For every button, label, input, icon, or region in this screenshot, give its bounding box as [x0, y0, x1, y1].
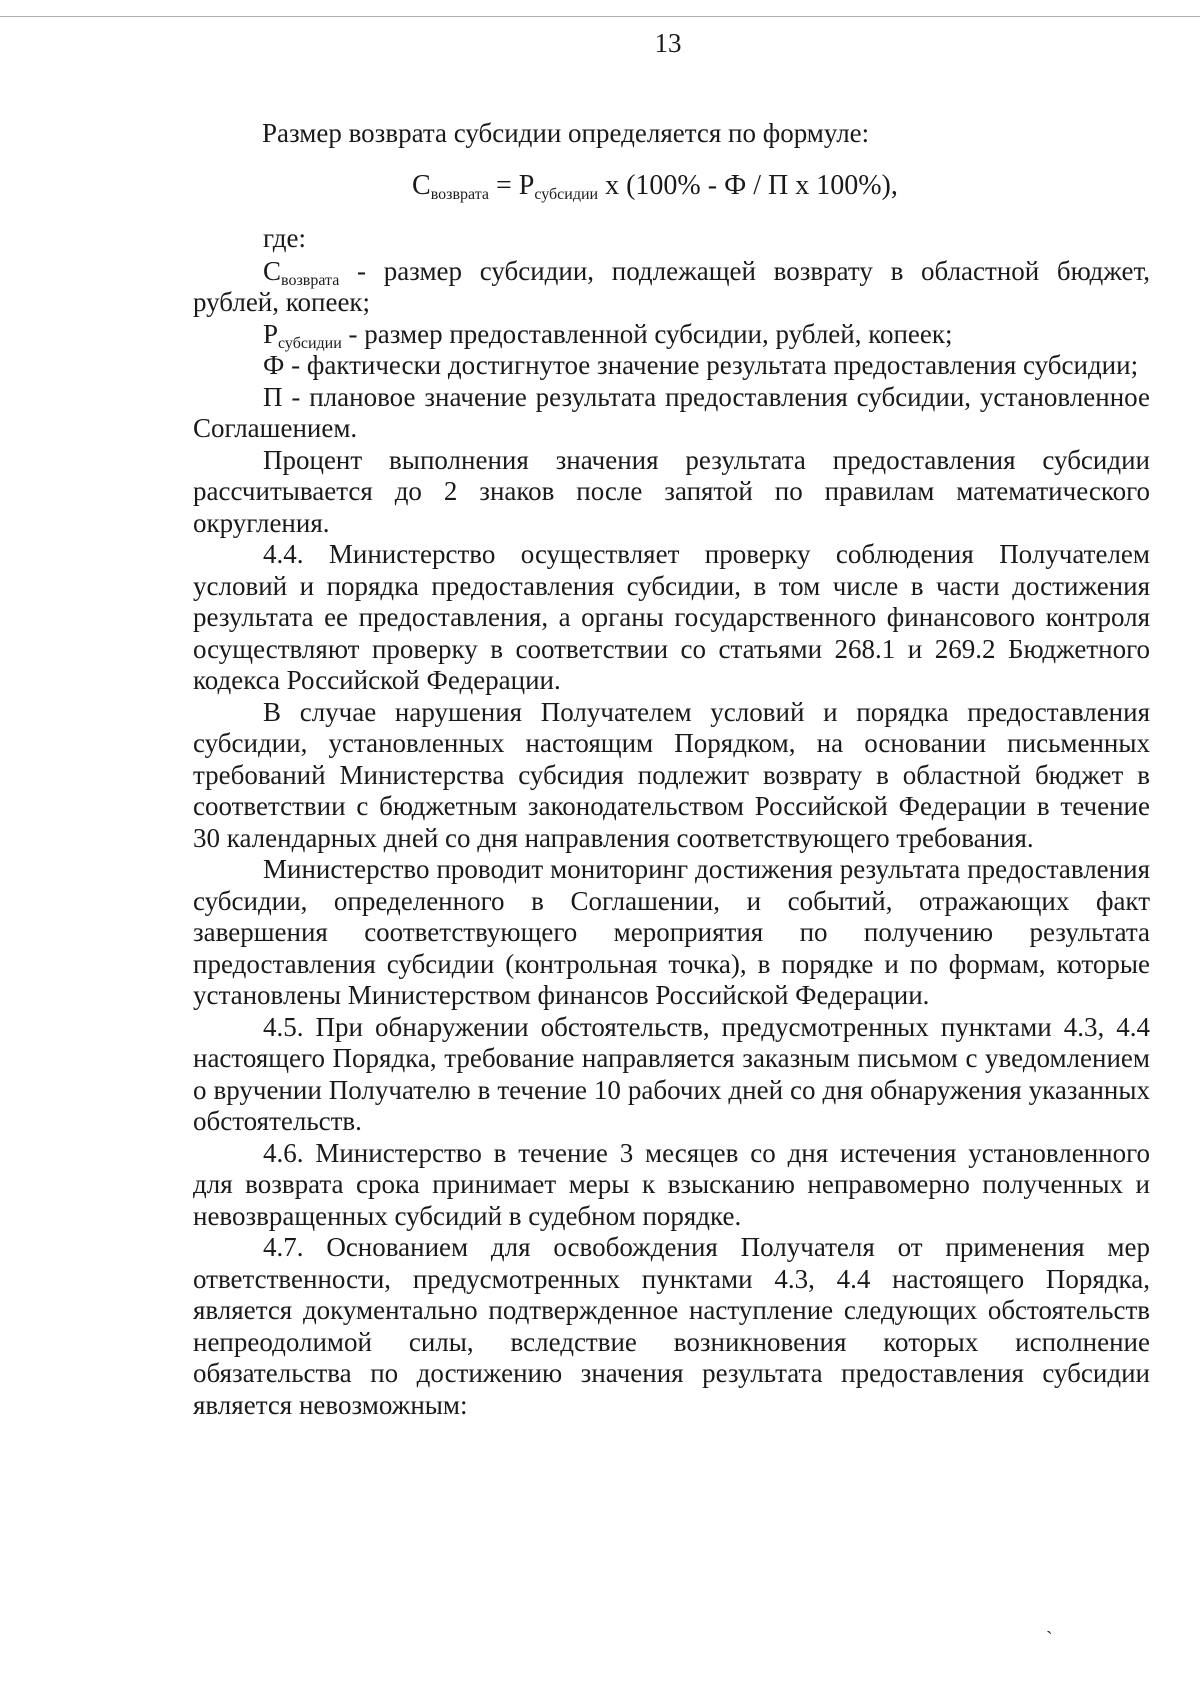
formula-lhs-subscript: возврата	[430, 186, 489, 203]
definition-text: - размер субсидии, подлежащей возврату в областной бюджет, рублей, копеек;	[193, 255, 1150, 317]
definition-text: - размер предоставленной субсидии, рублей, копеек;	[341, 318, 953, 349]
formula-intro: Размер возврата субсидии определяется по формуле:	[262, 118, 870, 148]
formula-p-subscript: субсидии	[534, 186, 599, 203]
definition-item	[193, 256, 1150, 319]
definition-item	[193, 319, 1150, 351]
formula-equals: =	[488, 170, 519, 201]
formula-p-symbol: Р	[518, 170, 535, 201]
definition-symbol: Р	[263, 318, 279, 349]
definition-symbol: П	[263, 381, 283, 412]
paragraph: 4.7. Основанием для освобождения Получателя от применения мер ответственности, предусмотренных пунктами 4.3, 4.4 настоящего Порядка, является документально подтвержденное наступление следующих обстоятельств непреодолимой силы, вследствие возникновения которых исполнение обязательства по достижению значения результата предоставления субсидии является невозможным:	[193, 1232, 1150, 1420]
definition-symbol: Ф	[263, 350, 285, 380]
scan-top-edge	[0, 16, 1200, 19]
formula	[412, 170, 898, 202]
definition-subscript: субсидии	[278, 334, 342, 352]
page-number: 13	[654, 28, 682, 58]
scan-speck: ˴	[1046, 1619, 1053, 1641]
definition-text: - фактически достигнутое значение результата предоставления субсидии;	[284, 350, 1139, 380]
definition-symbol: С	[263, 255, 282, 286]
where-label: где:	[263, 223, 306, 253]
definition-text: - плановое значение результата предоставления субсидии, установленное Соглашением.	[193, 381, 1150, 443]
formula-lhs-symbol: С	[412, 170, 431, 201]
paragraph: Министерство проводит мониторинг достижения результата предоставления субсидии, определенного в Соглашении, и событий, отражающих факт завершения соответствующего мероприятия по получению результата предоставления субсидии (контрольная точка), в порядке и по формам, которые установлены Министерством финансов Российской Федерации.	[193, 854, 1150, 1010]
paragraph: 4.5. При обнаружении обстоятельств, предусмотренных пунктами 4.3, 4.4 настоящего Порядка, требование направляется заказным письмом с уведомлением о вручении Получателю в течение 10 рабочих дней со дня обнаружения указанных обстоятельств.	[193, 1011, 1150, 1136]
paragraph: 4.4. Министерство осуществляет проверку соблюдения Получателем условий и порядка предоставления субсидии, в том числе в части достижения результата ее предоставления, а органы государственного финансового контроля осуществляют проверку в соответствии со статьями 268.1 и 269.2 Бюджетного кодекса Российской Федерации.	[193, 539, 1150, 695]
paragraph: 4.6. Министерство в течение 3 месяцев со дня истечения установленного для возврата срока принимает меры к взысканию неправомерно полученных и невозвращенных субсидий в судебном порядке.	[193, 1137, 1150, 1231]
formula-expression: х (100% - Ф / П х 100%),	[598, 170, 898, 201]
definition-item	[193, 382, 1150, 445]
definition-item	[193, 350, 1150, 382]
document-body	[193, 223, 1150, 1421]
definition-subscript: возврата	[281, 271, 340, 289]
paragraph: Процент выполнения значения результата предоставления субсидии рассчитывается до 2 знаков после запятой по правилам математического округления.	[193, 444, 1150, 538]
paragraph: В случае нарушения Получателем условий и порядка предоставления субсидии, установленных настоящим Порядком, на основании письменных требований Министерства субсидия подлежит возврату в областной бюджет в соответствии с бюджетным законодательством Российской Федерации в течение 30 календарных дней со дня направления соответствующего требования.	[193, 696, 1150, 853]
